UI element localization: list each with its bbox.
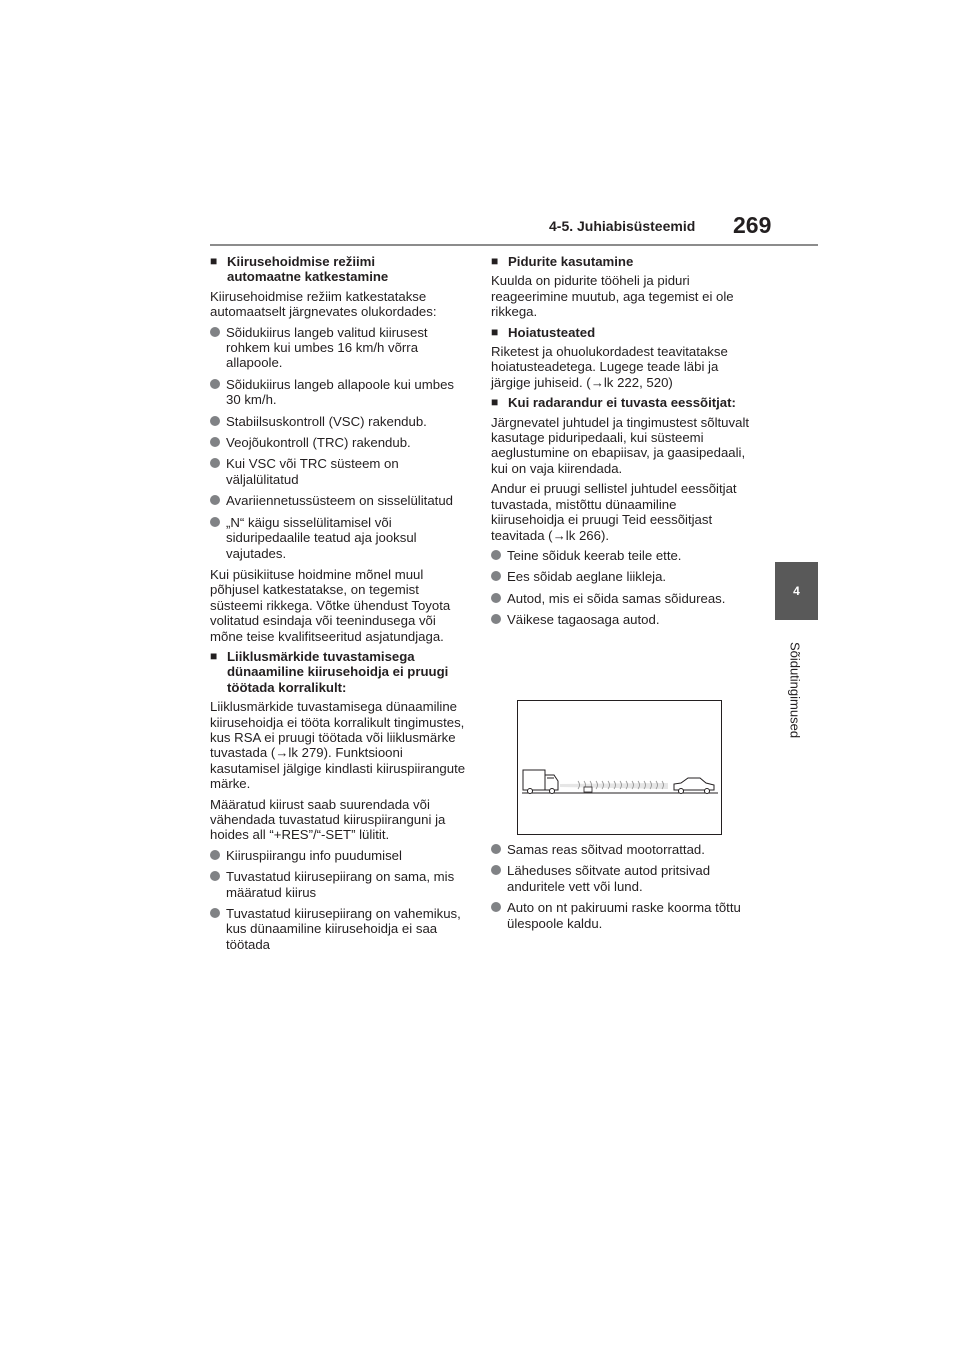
right-column: [491, 254, 753, 634]
list-item: Auto on nt pakiruumi raske koorma tõttu ülespoole kaldu.: [491, 900, 753, 931]
bullet-list: [210, 848, 472, 952]
list-item: Stabiilsuskontroll (VSC) rakendub.: [210, 414, 472, 429]
heading-speed-mode-cancel: [210, 254, 472, 285]
paragraph: Riketest ja ohuolukordadest teavitatakse hoiatusteadetega. Lugege teade läbi ja järgige juhiseid. (→lk 222, 520): [491, 344, 728, 390]
heading-radar-not-detect: ■ Kui radarandur ei tuvasta eessõitjat:: [491, 395, 736, 411]
radar-illustration-svg: [518, 701, 721, 834]
bullet-dot-icon: [491, 571, 501, 581]
bullet-list: [210, 325, 472, 561]
bullet-dot-icon: [210, 871, 220, 881]
small-object-icon: [584, 787, 592, 792]
bullet-dot-icon: [491, 865, 501, 875]
list-item: „N“ käigu sisselülitamisel või siduripedaalile teatud aja jooksul vajutades.: [210, 515, 472, 561]
list-item: Teine sõiduk keerab teile ette.: [491, 548, 753, 563]
paragraph: Järgnevatel juhtudel ja tingimustest sõltuvalt kasutage piduripedaali, kui süsteemi aeglustumine on ebapiisav, ja gaasipedaali, kui on vaja kiirendada.: [491, 414, 750, 476]
square-bullet-icon: ■: [491, 324, 499, 339]
heading-brake-usage: ■ Pidurite kasutamine: [491, 254, 634, 269]
heading-sign-recognition: ■ Liiklusmärkide tuvastamisega dünaamiline kiirusehoidja ei pruugi töötada korralikult:: [210, 648, 449, 695]
bullet-dot-icon: [491, 614, 501, 624]
list-item: Autod, mis ei sõida samas sõidureas.: [491, 591, 753, 606]
list-item: Kui VSC või TRC süsteem on väljalülitatud: [210, 456, 472, 487]
list-item: Tuvastatud kiirusepiirang on vahemikus, kus dünaamiline kiirusehoidja ei saa töötada: [210, 906, 472, 952]
list-item: Sõidukiirus langeb valitud kiirusest rohkem kui umbes 16 km/h võrra allapoole.: [210, 325, 472, 371]
bullet-dot-icon: [210, 517, 220, 527]
header-rule: [210, 244, 818, 246]
bullet-dot-icon: [210, 327, 220, 337]
square-bullet-icon: ■: [210, 648, 218, 663]
list-item: Kiiruspiirangu info puudumisel: [210, 848, 472, 863]
section-title: 4-5. Juhiabisüsteemid: [549, 218, 696, 234]
list-item: Ees sõidab aeglane liikleja.: [491, 569, 753, 584]
bullet-dot-icon: [491, 593, 501, 603]
square-bullet-icon: ■: [491, 254, 499, 268]
bullet-dot-icon: [491, 844, 501, 854]
square-bullet-icon: ■: [491, 395, 499, 410]
radar-illustration: [517, 700, 722, 835]
list-item: Sõidukiirus langeb allapoole kui umbes 30 km/h.: [210, 377, 472, 408]
list-item: Väikese tagaosaga autod.: [491, 612, 753, 627]
paragraph: Kuulda on pidurite tööheli ja piduri reageerimine muutub, aga tegemist ei ole rikkega.: [491, 273, 734, 320]
chapter-number: 4: [793, 584, 800, 598]
list-item: Veojõukontroll (TRC) rakendub.: [210, 435, 472, 450]
heading-line: automaatne katkestamine: [227, 269, 389, 285]
paragraph: Liiklusmärkide tuvastamisega dünaamiline kiirusehoidja ei tööta korralikult tingimustes, kus RSA ei pruugi töötada või liiklusmärke tuvastada (→lk 279). Funktsiooni kasutamisel jälgige kindlasti kiiruspiirangute märke.: [210, 699, 466, 792]
chapter-title: Sõidutingimused: [787, 641, 803, 739]
paragraph: Määratud kiirust saab suurendada või vähendada tuvastatud kiiruspiiranguni ja hoides all “+RES”/“-SET” lülitit.: [210, 796, 446, 843]
bullet-dot-icon: [210, 908, 220, 918]
list-item: Samas reas sõitvad mootorrattad.: [491, 842, 753, 857]
car-icon: [674, 778, 714, 794]
paragraph: Kui püsikiituse hoidmine mõnel muul põhjusel katkestatakse, on tegemist süsteemi rikkega. Võtke ühendust Toyota volitatud esindaja või teenindusega või mõne teise kvalifitseeritud asjatundjaga.: [210, 566, 451, 644]
heading-line: Kiirusehoidmise režiimi: [227, 254, 376, 269]
radar-wave-icon: [560, 781, 668, 789]
bullet-dot-icon: [491, 902, 501, 912]
right-column-continued: [491, 842, 753, 937]
list-item: Tuvastatud kiirusepiirang on sama, mis määratud kiirus: [210, 869, 472, 900]
list-item: Avariiennetussüsteem on sisselülitatud: [210, 493, 472, 508]
bullet-dot-icon: [210, 850, 220, 860]
square-bullet-icon: ■: [210, 254, 218, 268]
bullet-dot-icon: [210, 458, 220, 468]
chapter-tab: [775, 562, 818, 620]
bullet-dot-icon: [210, 495, 220, 505]
bullet-dot-icon: [210, 437, 220, 447]
bullet-list: [491, 548, 753, 628]
left-column: [210, 254, 472, 958]
list-item: Läheduses sõitvate autod pritsivad anduritele vett või lund.: [491, 863, 753, 894]
page-number: 269: [733, 212, 772, 238]
bullet-dot-icon: [491, 550, 501, 560]
heading-warnings: ■ Hoiatusteated: [491, 324, 596, 340]
truck-icon: [523, 770, 558, 794]
bullet-dot-icon: [210, 416, 220, 426]
paragraph: Kiirusehoidmise režiim katkestatakse automaatselt järgnevates olukordades:: [210, 288, 437, 320]
bullet-dot-icon: [210, 379, 220, 389]
paragraph: Andur ei pruugi sellistel juhtudel eessõitjat tuvastada, mistõttu dünaamiline kiirusehoidja ei pruugi Teid eessõitjast teavitada (→lk 266).: [491, 481, 737, 543]
